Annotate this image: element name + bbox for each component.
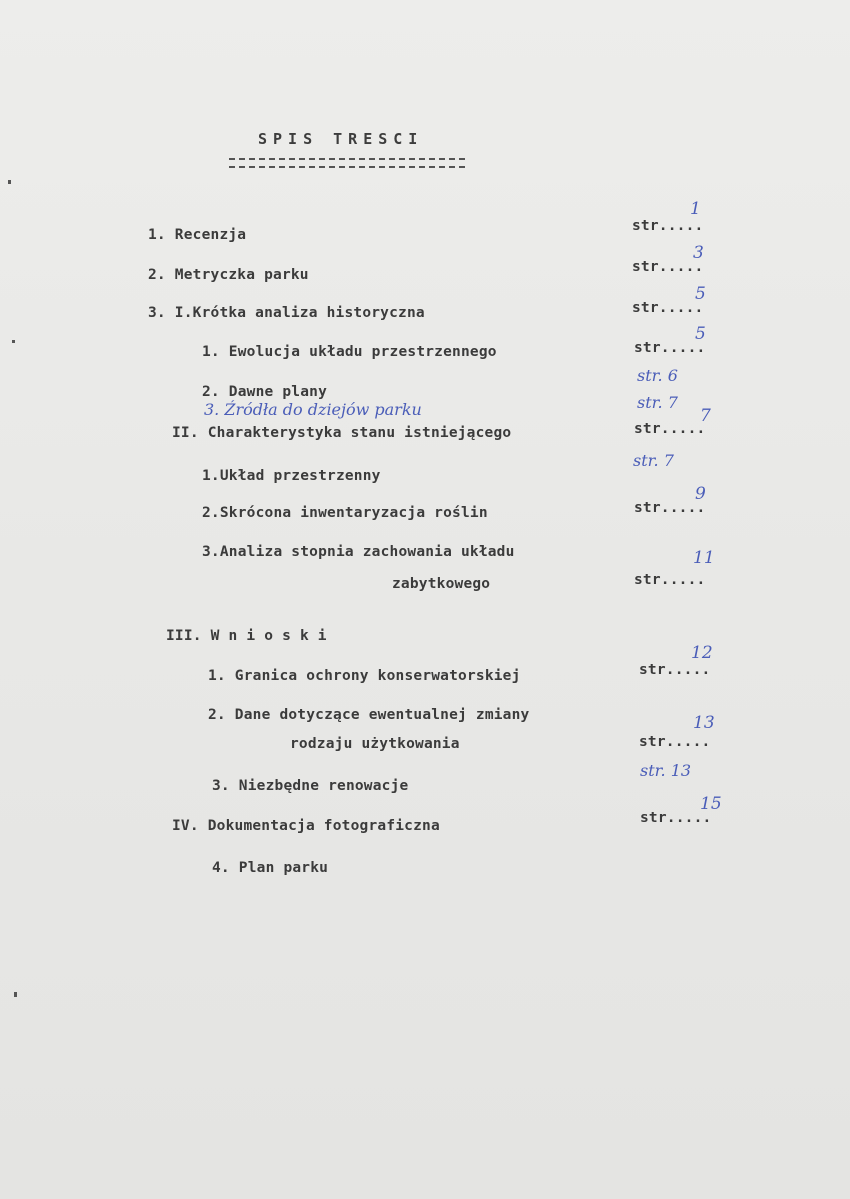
- toc-entry-label: 1. Granica ochrony konserwatorskiej: [208, 668, 521, 684]
- toc-page-handwritten: str. 7: [633, 451, 674, 470]
- toc-page-number: 11: [693, 548, 715, 568]
- toc-page-number: 9: [695, 484, 706, 504]
- toc-entry-label: 3. I.Krótka analiza historyczna: [148, 305, 425, 321]
- toc-entry-label: 1. Recenzja: [148, 227, 247, 243]
- toc-entry-label: 2. Dawne plany: [202, 384, 328, 400]
- margin-mark: [12, 340, 15, 343]
- toc-page-handwritten: str. 6: [637, 366, 678, 385]
- toc-entry-handwritten: 3. Źródła do dziejów parku: [204, 400, 422, 419]
- toc-entry-label: 4. Plan parku: [212, 860, 329, 876]
- margin-mark: [14, 992, 17, 997]
- toc-entry-label: 1. Ewolucja układu przestrzennego: [202, 344, 497, 360]
- toc-page-handwritten: str. 7: [637, 393, 678, 412]
- toc-entry-label-continued: rodzaju użytkowania: [290, 736, 460, 752]
- toc-entry-label: 3. Niezbędne renowacje: [212, 778, 409, 794]
- toc-page-number: 5: [695, 284, 706, 304]
- toc-page-number: 1: [690, 199, 701, 219]
- title-underline: [229, 158, 465, 168]
- toc-page-number: 7: [700, 406, 711, 426]
- toc-section-heading: III. W n i o s k i: [166, 628, 327, 644]
- toc-entry-label: IV. Dokumentacja fotograficzna: [172, 818, 440, 834]
- toc-str-label: str.....: [640, 810, 712, 826]
- toc-entry-label: 2.Skrócona inwentaryzacja roślin: [202, 505, 488, 521]
- toc-page-number: 15: [700, 794, 722, 814]
- toc-str-label: str.....: [634, 572, 706, 588]
- toc-str-label: str.....: [634, 500, 706, 516]
- margin-mark: [8, 180, 11, 184]
- toc-entry-label: 2. Dane dotyczące ewentualnej zmiany: [208, 707, 530, 723]
- toc-page-number: 13: [693, 713, 715, 733]
- toc-str-label: str.....: [639, 734, 711, 750]
- toc-str-label: str.....: [639, 662, 711, 678]
- toc-str-label: str.....: [632, 300, 704, 316]
- toc-entry-label: II. Charakterystyka stanu istniejącego: [172, 425, 512, 441]
- toc-entry-label: 2. Metryczka parku: [148, 267, 309, 283]
- toc-str-label: str.....: [632, 218, 704, 234]
- page-title: SPIS TRESCI: [258, 130, 424, 148]
- toc-page-number: 12: [691, 643, 713, 663]
- toc-str-label: str.....: [632, 259, 704, 275]
- toc-page-handwritten: str. 13: [640, 761, 692, 780]
- toc-entry-label: 1.Układ przestrzenny: [202, 468, 381, 484]
- toc-page-number: 5: [695, 324, 706, 344]
- toc-page-number: 3: [693, 243, 704, 263]
- toc-entry-label: 3.Analiza stopnia zachowania układu: [202, 544, 515, 560]
- toc-str-label: str.....: [634, 340, 706, 356]
- toc-str-label: str.....: [634, 421, 706, 437]
- toc-entry-label-continued: zabytkowego: [392, 576, 491, 592]
